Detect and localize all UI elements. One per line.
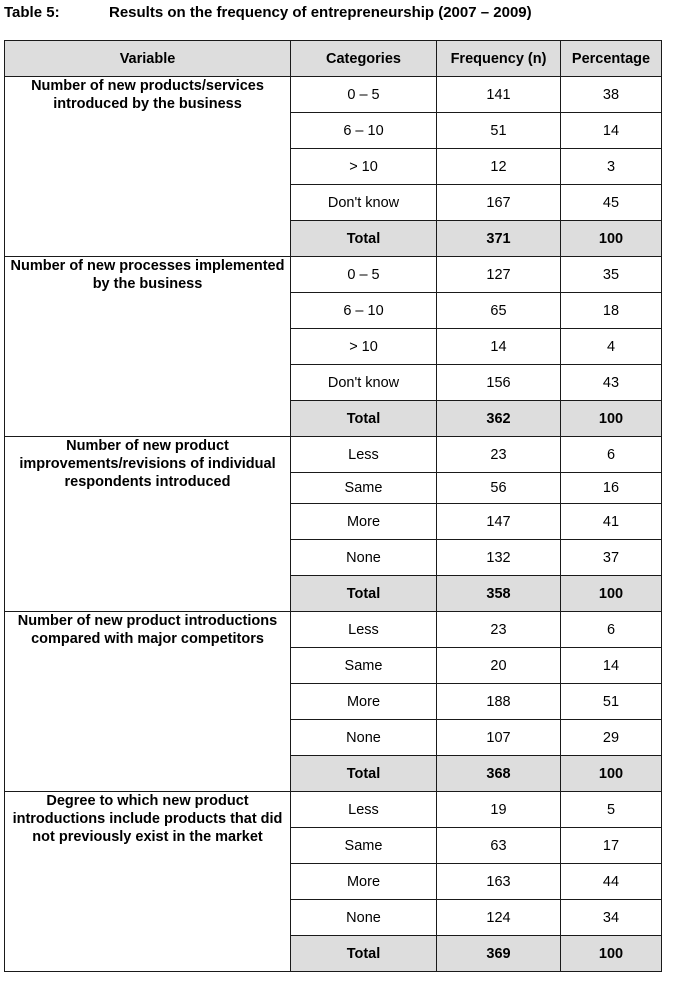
category-cell: Don't know (291, 365, 437, 401)
frequency-cell: 107 (437, 720, 561, 756)
percentage-cell: 35 (561, 257, 662, 293)
table-body (5, 77, 662, 972)
header-frequency: Frequency (n) (437, 41, 561, 77)
header-percentage: Percentage (561, 41, 662, 77)
category-cell: > 10 (291, 149, 437, 185)
table-row (5, 612, 662, 648)
header-variable: Variable (5, 41, 291, 77)
category-cell: More (291, 864, 437, 900)
category-cell: 6 – 10 (291, 293, 437, 329)
frequency-cell: 371 (437, 221, 561, 257)
category-cell: Same (291, 648, 437, 684)
category-cell: 6 – 10 (291, 113, 437, 149)
percentage-cell: 43 (561, 365, 662, 401)
category-cell: > 10 (291, 329, 437, 365)
frequency-cell: 51 (437, 113, 561, 149)
frequency-cell: 14 (437, 329, 561, 365)
frequency-cell: 127 (437, 257, 561, 293)
frequency-cell: 56 (437, 473, 561, 504)
category-cell: More (291, 684, 437, 720)
frequency-cell: 23 (437, 437, 561, 473)
percentage-cell: 18 (561, 293, 662, 329)
category-cell: Total (291, 221, 437, 257)
category-cell: Total (291, 756, 437, 792)
category-cell: Same (291, 828, 437, 864)
category-cell: Total (291, 401, 437, 437)
table-caption (4, 4, 664, 26)
table-row (5, 257, 662, 293)
percentage-cell: 51 (561, 684, 662, 720)
frequency-cell: 368 (437, 756, 561, 792)
percentage-cell: 14 (561, 648, 662, 684)
percentage-cell: 100 (561, 221, 662, 257)
table-number: Table 5: (4, 4, 60, 21)
category-cell: Total (291, 936, 437, 972)
category-cell: None (291, 900, 437, 936)
percentage-cell: 29 (561, 720, 662, 756)
frequency-cell: 19 (437, 792, 561, 828)
percentage-cell: 37 (561, 540, 662, 576)
category-cell: Less (291, 437, 437, 473)
frequency-cell: 12 (437, 149, 561, 185)
category-cell: None (291, 540, 437, 576)
frequency-cell: 358 (437, 576, 561, 612)
frequency-cell: 124 (437, 900, 561, 936)
percentage-cell: 100 (561, 401, 662, 437)
table-row (5, 77, 662, 113)
table-row (5, 792, 662, 828)
percentage-cell: 45 (561, 185, 662, 221)
frequency-cell: 147 (437, 504, 561, 540)
percentage-cell: 44 (561, 864, 662, 900)
variable-cell: Number of new product improvements/revisions of individual respondents introduced (5, 437, 291, 612)
results-table (4, 40, 662, 972)
frequency-cell: 65 (437, 293, 561, 329)
category-cell: Less (291, 792, 437, 828)
category-cell: More (291, 504, 437, 540)
table-title: Results on the frequency of entrepreneurship (2007 – 2009) (109, 4, 532, 21)
percentage-cell: 41 (561, 504, 662, 540)
percentage-cell: 17 (561, 828, 662, 864)
category-cell: Total (291, 576, 437, 612)
percentage-cell: 3 (561, 149, 662, 185)
percentage-cell: 34 (561, 900, 662, 936)
percentage-cell: 100 (561, 756, 662, 792)
header-row (5, 41, 662, 77)
frequency-cell: 163 (437, 864, 561, 900)
category-cell: Same (291, 473, 437, 504)
frequency-cell: 141 (437, 77, 561, 113)
category-cell: 0 – 5 (291, 257, 437, 293)
percentage-cell: 100 (561, 576, 662, 612)
percentage-cell: 38 (561, 77, 662, 113)
percentage-cell: 6 (561, 437, 662, 473)
variable-cell: Number of new product introductions compared with major competitors (5, 612, 291, 792)
frequency-cell: 167 (437, 185, 561, 221)
frequency-cell: 362 (437, 401, 561, 437)
frequency-cell: 23 (437, 612, 561, 648)
frequency-cell: 132 (437, 540, 561, 576)
percentage-cell: 100 (561, 936, 662, 972)
frequency-cell: 188 (437, 684, 561, 720)
frequency-cell: 369 (437, 936, 561, 972)
category-cell: Don't know (291, 185, 437, 221)
category-cell: None (291, 720, 437, 756)
variable-cell: Degree to which new product introductions include products that did not previously exist in the market (5, 792, 291, 972)
percentage-cell: 6 (561, 612, 662, 648)
percentage-cell: 14 (561, 113, 662, 149)
percentage-cell: 4 (561, 329, 662, 365)
header-categories: Categories (291, 41, 437, 77)
table-row (5, 437, 662, 473)
frequency-cell: 63 (437, 828, 561, 864)
variable-cell: Number of new products/services introduced by the business (5, 77, 291, 257)
frequency-cell: 20 (437, 648, 561, 684)
variable-cell: Number of new processes implemented by the business (5, 257, 291, 437)
category-cell: Less (291, 612, 437, 648)
percentage-cell: 16 (561, 473, 662, 504)
frequency-cell: 156 (437, 365, 561, 401)
category-cell: 0 – 5 (291, 77, 437, 113)
percentage-cell: 5 (561, 792, 662, 828)
